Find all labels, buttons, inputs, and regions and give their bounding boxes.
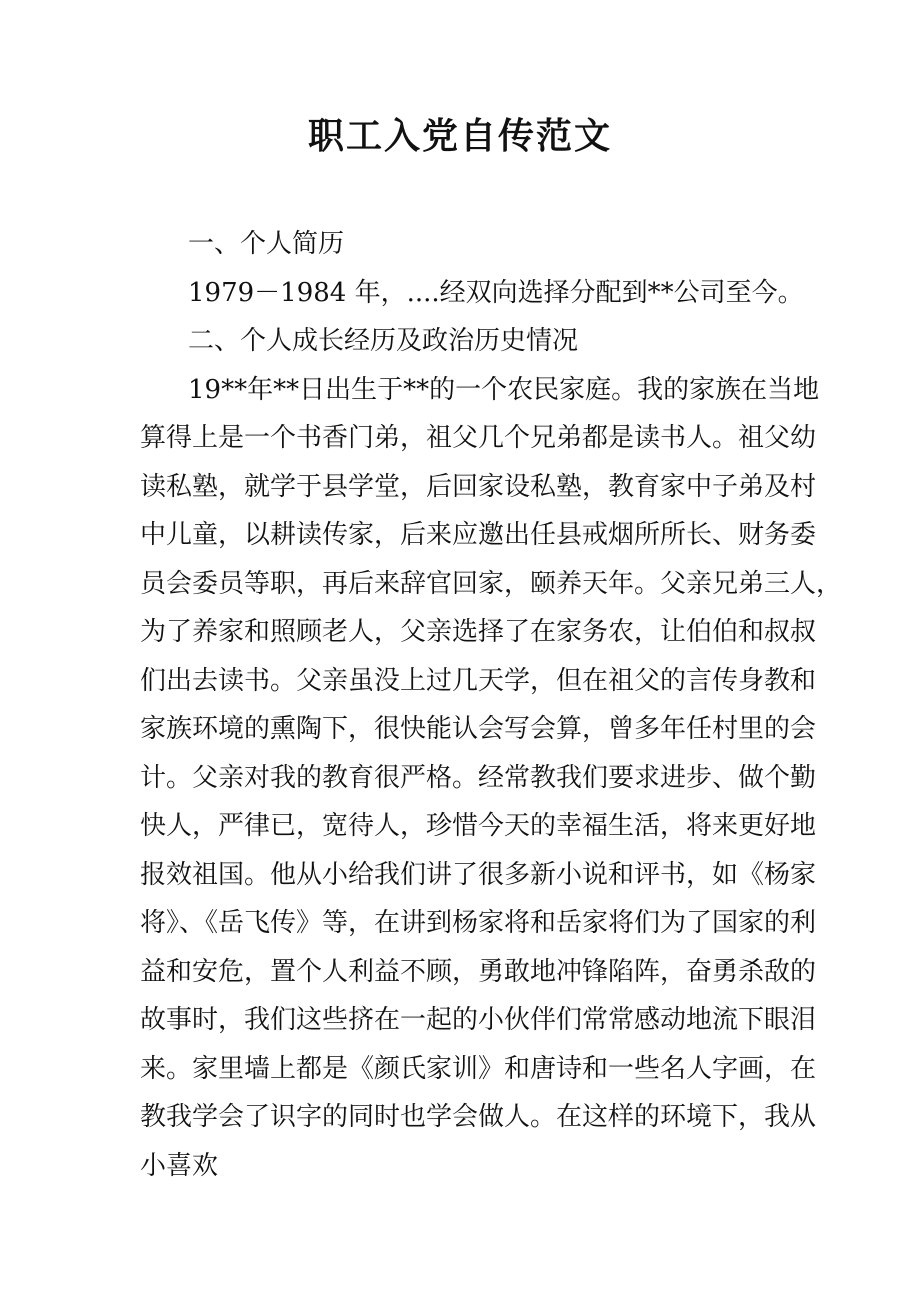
paragraph-line: 中儿童，以耕读传家，后来应邀出任县戒烟所所长、财务委 bbox=[140, 520, 817, 550]
paragraph-line: 读私塾，就学于县学堂，后回家设私塾，教育家中子弟及村 bbox=[140, 471, 817, 502]
paragraph-line: 故事时，我们这些挤在一起的小伙伴们常常感动地流下眼泪 bbox=[140, 1005, 817, 1035]
paragraph-line: 为了养家和照顾老人，父亲选择了在家务农，让伯伯和叔叔 bbox=[140, 617, 817, 647]
paragraph-line: 计。父亲对我的教育很严格。经常教我们要求进步、做个勤 bbox=[140, 762, 817, 793]
paragraph-line: 算得上是一个书香门弟，祖父几个兄弟都是读书人。祖父幼 bbox=[140, 423, 817, 453]
paragraph-line: 们出去读书。父亲虽没上过几天学，但在祖父的言传身教和 bbox=[140, 665, 817, 696]
paragraph-line: 小喜欢 bbox=[140, 1150, 219, 1181]
paragraph-line: 19**年**日出生于**的一个农民家庭。我的家族在当地 bbox=[188, 374, 820, 405]
paragraph-line: 益和安危，置个人利益不顾，勇敢地冲锋陷阵，奋勇杀敌的 bbox=[140, 956, 817, 987]
document-body bbox=[140, 220, 843, 1190]
paragraph-line: 1979－1984 年，....经双向选择分配到**公司至今。 bbox=[188, 277, 804, 308]
paragraph-line: 快人，严律已，宽待人，珍惜今天的幸福生活，将来更好地 bbox=[140, 811, 817, 841]
paragraph-line: 二、个人成长经历及政治历史情况 bbox=[188, 326, 579, 356]
paragraph-line: 一、个人简历 bbox=[188, 229, 345, 259]
paragraph-line: 教我学会了识字的同时也学会做人。在这样的环境下，我从 bbox=[140, 1102, 817, 1132]
paragraph bbox=[140, 366, 843, 1191]
paragraph-line: 将》、《岳飞传》等，在讲到杨家将和岳家将们为了国家的利 bbox=[140, 908, 817, 938]
paragraph-line: 报效祖国。他从小给我们讲了很多新小说和评书，如《杨家 bbox=[140, 859, 817, 890]
document-title: 职工入党自传范文 bbox=[307, 115, 612, 157]
paragraph bbox=[140, 220, 782, 269]
paragraph-line: 来。家里墙上都是《颜氏家训》和唐诗和一些名人字画，在 bbox=[140, 1053, 817, 1084]
paragraph bbox=[140, 269, 804, 318]
paragraph-line: 员会委员等职，再后来辞官回家，颐养天年。父亲兄弟三人， bbox=[140, 568, 843, 599]
paragraph bbox=[140, 317, 782, 366]
paragraph-line: 家族环境的熏陶下，很快能认会写会算，曾多年任村里的会 bbox=[140, 714, 817, 744]
